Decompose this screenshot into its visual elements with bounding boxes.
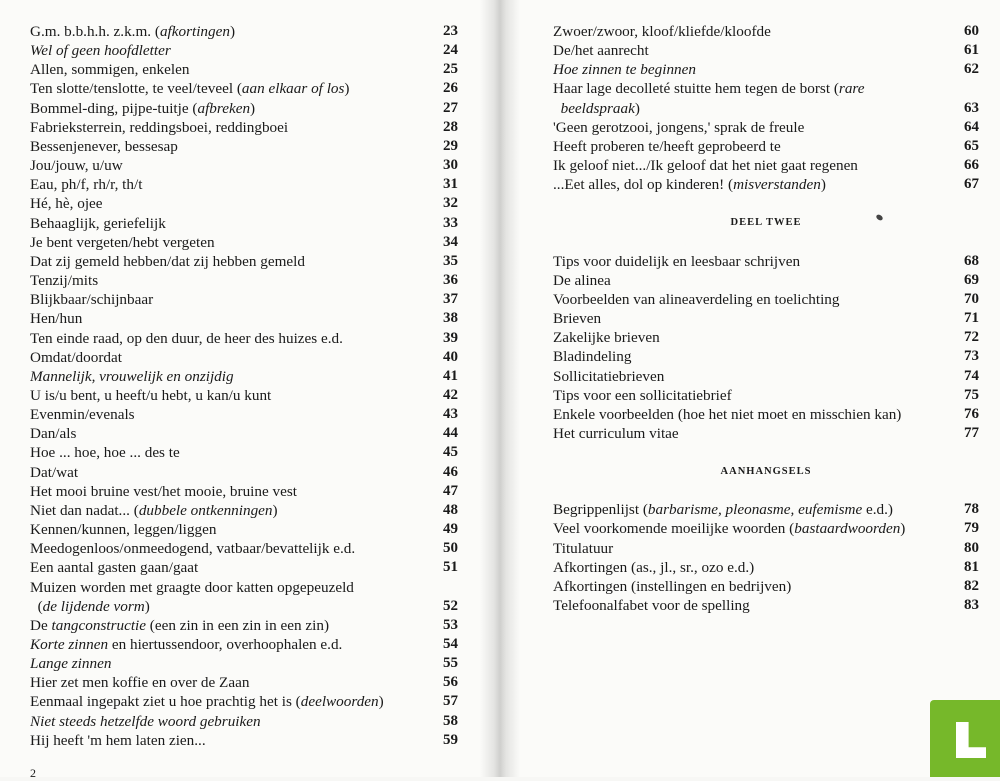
toc-entry-title: Meedogenloos/onmeedogend, vatbaar/bevattelijk e.d. xyxy=(30,540,356,558)
section-spacer xyxy=(553,443,979,462)
toc-entry-page: 83 xyxy=(964,597,979,614)
toc-entry-page: 59 xyxy=(443,731,458,748)
toc-entry xyxy=(30,79,458,98)
toc-entry-page: 52 xyxy=(443,597,458,614)
toc-entry xyxy=(30,405,458,424)
toc-entry-title: Enkele voorbeelden (hoe het niet moet en misschien kan) xyxy=(553,405,902,423)
section-heading: DEEL TWEE xyxy=(730,217,802,229)
toc-entry-page: 29 xyxy=(443,137,458,154)
toc-entry xyxy=(30,424,458,443)
toc-entry-page: 36 xyxy=(443,272,458,289)
toc-entry-page: 68 xyxy=(964,252,979,269)
toc-entry xyxy=(553,577,979,596)
toc-entry-page: 69 xyxy=(964,271,979,288)
toc-entry xyxy=(553,386,979,405)
toc-entry xyxy=(553,405,979,424)
toc-entry xyxy=(30,41,458,60)
toc-entry xyxy=(30,156,458,175)
toc-entry xyxy=(30,233,458,252)
toc-entry xyxy=(30,329,458,348)
toc-entry-page: 47 xyxy=(443,482,458,499)
toc-entry-page: 39 xyxy=(443,329,458,346)
toc-entry-page: 43 xyxy=(443,406,458,423)
toc-entry-page: 46 xyxy=(443,463,458,480)
toc-entry-title: De alinea xyxy=(553,271,611,289)
toc-entry-page: 28 xyxy=(443,118,458,135)
toc-right-column xyxy=(553,22,979,615)
toc-entry-page: 32 xyxy=(443,195,458,212)
toc-entry-title: Tips voor duidelijk en leesbaar schrijven xyxy=(553,252,801,270)
toc-entry-title: Bommel-ding, pijpe-tuitje (afbreken) xyxy=(30,99,256,117)
toc-entry-page: 62 xyxy=(964,61,979,78)
toc-entry xyxy=(30,309,458,328)
toc-entry-title: Dat/wat xyxy=(30,463,79,481)
toc-entry xyxy=(30,443,458,462)
toc-entry-title: Blijkbaar/schijnbaar xyxy=(30,291,154,309)
toc-entry xyxy=(30,137,458,156)
toc-entry-title: Veel voorkomende moeilijke woorden (bastaardwoorden) xyxy=(553,520,906,538)
toc-entry-title: Tenzij/mits xyxy=(30,272,99,290)
toc-entry-page: 61 xyxy=(964,42,979,59)
page-number: 2 xyxy=(30,766,36,780)
toc-entry-title: Een aantal gasten gaan/gaat xyxy=(30,559,199,577)
toc-entry-title: Muizen worden met graagte door katten opgepeuzeld (de lijdende vorm) xyxy=(30,578,354,615)
toc-entry-title: Bladindeling xyxy=(553,348,632,366)
toc-entry-title: Korte zinnen en hiertussendoor, overhoophalen e.d. xyxy=(30,636,343,653)
toc-entry-page: 50 xyxy=(443,540,458,557)
toc-entry-title: Begrippenlijst (barbarisme, pleonasme, eufemisme e.d.) xyxy=(553,501,893,519)
toc-entry-title: 'Geen gerotzooi, jongens,' sprak de freule xyxy=(553,118,805,136)
toc-entry xyxy=(553,367,979,386)
toc-entry-title: Ik geloof niet.../Ik geloof dat het niet gaat regenen xyxy=(553,157,858,175)
toc-entry xyxy=(553,118,979,137)
toc-entry-page: 56 xyxy=(443,674,458,691)
toc-entry-page: 81 xyxy=(964,558,979,575)
section-heading: AANHANGSELS xyxy=(720,466,812,478)
toc-entry xyxy=(553,347,979,366)
toc-entry-title: Hoe ... hoe, hoe ... des te xyxy=(30,444,180,462)
toc-entry-title: Afkortingen (instellingen en bedrijven) xyxy=(553,577,792,595)
toc-entry-page: 37 xyxy=(443,291,458,308)
toc-entry-page: 33 xyxy=(443,214,458,231)
toc-entry xyxy=(553,60,979,79)
toc-entry-title: Telefoonalfabet voor de spelling xyxy=(553,597,750,615)
toc-entry xyxy=(30,616,458,635)
toc-entry xyxy=(30,99,458,118)
toc-entry xyxy=(30,175,458,194)
toc-entry-title: Hier zet men koffie en over de Zaan xyxy=(30,674,250,692)
toc-entry xyxy=(30,290,458,309)
section-spacer xyxy=(553,194,979,213)
toc-entry-page: 34 xyxy=(443,233,458,250)
toc-entry-title: Hoe zinnen te beginnen xyxy=(553,61,696,79)
section-spacer xyxy=(553,481,979,500)
toc-entry xyxy=(553,290,979,309)
toc-entry-title: Jou/jouw, u/uw xyxy=(30,157,123,175)
toc-entry-title: Fabrieksterrein, reddingsboei, reddingboei xyxy=(30,118,289,136)
toc-left-column xyxy=(30,22,458,750)
toc-entry xyxy=(553,22,979,41)
toc-entry xyxy=(30,654,458,673)
toc-entry xyxy=(30,214,458,233)
toc-entry-title: Ten einde raad, op den duur, de heer des huizes e.d. xyxy=(30,329,343,347)
toc-entry-page: 53 xyxy=(443,616,458,633)
section-spacer xyxy=(553,233,979,252)
toc-entry-title: Omdat/doordat xyxy=(30,348,122,366)
toc-entry xyxy=(30,60,458,79)
toc-entry-page: 44 xyxy=(443,425,458,442)
toc-entry-title: Wel of geen hoofdletter xyxy=(30,42,171,60)
toc-entry-page: 35 xyxy=(443,252,458,269)
book-gutter xyxy=(480,0,520,777)
toc-entry-title: Dan/als xyxy=(30,425,77,443)
toc-entry xyxy=(30,194,458,213)
toc-entry-page: 74 xyxy=(964,367,979,384)
toc-entry-page: 42 xyxy=(443,386,458,403)
toc-entry xyxy=(30,635,458,654)
toc-entry-title: Kennen/kunnen, leggen/liggen xyxy=(30,521,217,539)
toc-entry xyxy=(553,558,979,577)
toc-entry-page: 78 xyxy=(964,501,979,518)
toc-entry xyxy=(30,367,458,386)
toc-entry-title: ...Eet alles, dol op kinderen! (misverstanden) xyxy=(553,176,826,194)
toc-entry-page: 26 xyxy=(443,80,458,97)
toc-entry-page: 31 xyxy=(443,176,458,193)
toc-entry xyxy=(30,482,458,501)
toc-entry-title: De tangconstructie (een zin in een zin in een zin) xyxy=(30,616,330,634)
toc-entry-page: 70 xyxy=(964,290,979,307)
toc-entry xyxy=(30,463,458,482)
toc-entry-page: 58 xyxy=(443,712,458,729)
toc-entry-page: 23 xyxy=(443,23,458,39)
toc-entry xyxy=(553,252,979,271)
toc-entry-title: U is/u bent, u heeft/u hebt, u kan/u kunt xyxy=(30,386,272,404)
toc-entry-page: 76 xyxy=(964,405,979,422)
toc-entry-title: Het mooi bruine vest/het mooie, bruine vest xyxy=(30,482,297,500)
toc-entry-title: Voorbeelden van alineaverdeling en toelichting xyxy=(553,290,840,308)
toc-entry xyxy=(553,175,979,194)
toc-entry-title: Lange zinnen xyxy=(30,655,112,673)
toc-entry-page: 60 xyxy=(964,23,979,39)
toc-entry-page: 45 xyxy=(443,444,458,461)
toc-entry xyxy=(553,79,979,117)
toc-entry xyxy=(30,386,458,405)
toc-entry-page: 27 xyxy=(443,99,458,116)
toc-entry-page: 79 xyxy=(964,520,979,537)
toc-entry-page: 48 xyxy=(443,501,458,518)
toc-entry xyxy=(30,22,458,41)
toc-entry-title: Zwoer/zwoor, kloof/kliefde/kloofde xyxy=(553,23,771,40)
toc-entry-title: Evenmin/evenals xyxy=(30,406,135,424)
toc-entry-title: Je bent vergeten/hebt vergeten xyxy=(30,233,215,251)
toc-entry-page: 82 xyxy=(964,577,979,594)
toc-entry-title: Bessenjenever, bessesap xyxy=(30,137,178,155)
toc-entry-page: 38 xyxy=(443,310,458,327)
watermark-logo xyxy=(930,700,1000,777)
toc-entry-page: 40 xyxy=(443,348,458,365)
toc-entry-page: 73 xyxy=(964,348,979,365)
toc-entry-page: 54 xyxy=(443,636,458,652)
toc-entry xyxy=(553,309,979,328)
toc-entry xyxy=(30,252,458,271)
toc-entry-page: 64 xyxy=(964,118,979,135)
toc-entry-title: Allen, sommigen, enkelen xyxy=(30,61,190,79)
toc-entry-page: 75 xyxy=(964,386,979,403)
toc-entry-title: De/het aanrecht xyxy=(553,42,649,60)
toc-entry xyxy=(30,578,458,616)
toc-entry-title: Sollicitatiebrieven xyxy=(553,367,665,385)
toc-entry-title: G.m. b.b.h.h. z.k.m. (afkortingen) xyxy=(30,23,236,40)
toc-entry-page: 57 xyxy=(443,693,458,710)
toc-entry-title: Titulatuur xyxy=(553,539,614,557)
toc-entry-title: Brieven xyxy=(553,310,602,328)
toc-entry-page: 24 xyxy=(443,42,458,59)
toc-entry xyxy=(30,558,458,577)
toc-entry-title: Behaaglijk, geriefelijk xyxy=(30,214,166,232)
toc-entry xyxy=(30,712,458,731)
toc-entry xyxy=(30,348,458,367)
toc-entry-title: Ten slotte/tenslotte, te veel/teveel (aan elkaar of los) xyxy=(30,80,350,98)
toc-entry-page: 55 xyxy=(443,655,458,672)
toc-entry-title: Hé, hè, ojee xyxy=(30,195,103,213)
toc-entry-title: Eau, ph/f, rh/r, th/t xyxy=(30,176,143,194)
toc-entry xyxy=(30,692,458,711)
toc-entry xyxy=(30,539,458,558)
toc-entry-page: 51 xyxy=(443,559,458,576)
toc-entry-title: Tips voor een sollicitatiebrief xyxy=(553,386,732,404)
toc-entry xyxy=(553,424,979,443)
toc-entry xyxy=(30,673,458,692)
toc-entry xyxy=(30,118,458,137)
toc-entry-page: 41 xyxy=(443,367,458,384)
toc-entry xyxy=(553,328,979,347)
toc-entry-title: Dat zij gemeld hebben/dat zij hebben gemeld xyxy=(30,252,305,270)
toc-entry-title: Mannelijk, vrouwelijk en onzijdig xyxy=(30,367,234,385)
toc-entry-page: 67 xyxy=(964,176,979,193)
toc-entry-title: Heeft proberen te/heeft geprobeerd te xyxy=(553,137,781,155)
toc-entry-page: 65 xyxy=(964,137,979,154)
toc-entry xyxy=(553,137,979,156)
toc-entry-page: 30 xyxy=(443,157,458,174)
toc-entry xyxy=(30,731,458,750)
toc-entry-title: Haar lage decolleté stuitte hem tegen de borst (rare beeldspraak) xyxy=(553,80,865,117)
toc-entry-page: 25 xyxy=(443,61,458,78)
toc-entry-title: Zakelijke brieven xyxy=(553,329,660,347)
toc-entry xyxy=(30,271,458,290)
toc-entry xyxy=(553,156,979,175)
toc-entry-page: 63 xyxy=(964,99,979,116)
toc-entry xyxy=(553,596,979,615)
toc-entry xyxy=(553,271,979,290)
toc-entry-title: Het curriculum vitae xyxy=(553,424,679,442)
toc-entry xyxy=(553,500,979,519)
toc-entry-page: 80 xyxy=(964,539,979,556)
toc-entry-title: Eenmaal ingepakt ziet u hoe prachtig het is (deelwoorden) xyxy=(30,693,384,711)
toc-entry xyxy=(553,539,979,558)
toc-entry-title: Niet steeds hetzelfde woord gebruiken xyxy=(30,712,261,730)
toc-entry xyxy=(553,41,979,60)
toc-entry-title: Hen/hun xyxy=(30,310,83,328)
toc-entry-page: 66 xyxy=(964,157,979,174)
toc-entry xyxy=(30,501,458,520)
toc-entry xyxy=(30,520,458,539)
toc-entry-page: 77 xyxy=(964,424,979,441)
toc-entry-title: Niet dan nadat... (dubbele ontkenningen) xyxy=(30,501,278,519)
toc-entry-page: 49 xyxy=(443,521,458,538)
toc-entry xyxy=(553,519,979,538)
toc-entry-page: 72 xyxy=(964,329,979,346)
toc-entry-title: Afkortingen (as., jl., sr., ozo e.d.) xyxy=(553,558,755,576)
toc-entry-title: Hij heeft 'm hem laten zien... xyxy=(30,731,206,749)
toc-entry-page: 71 xyxy=(964,310,979,327)
